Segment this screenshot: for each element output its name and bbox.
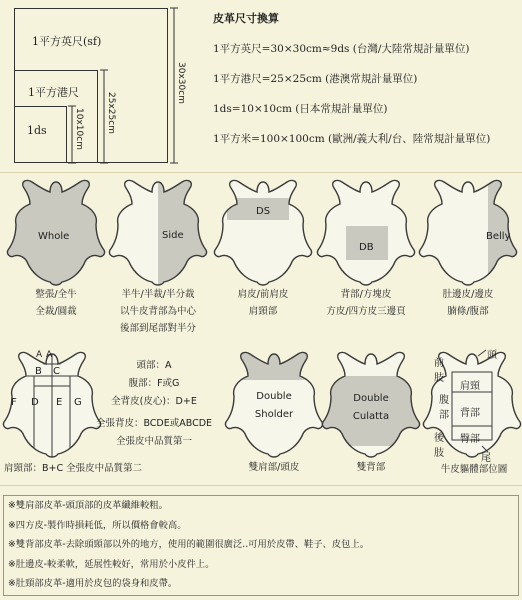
note-5: ※肚頸部皮革-適用於皮包的袋身和皮帶。 (8, 578, 178, 589)
conversion-line-1: 1平方英尺=30×30cm≈9ds (台灣/大陸常規計量單位) (213, 43, 470, 55)
letter-a1: A (36, 350, 43, 360)
label-double-culatta: Double Culatta (352, 393, 390, 422)
letter-e: E (56, 397, 63, 408)
caption-side: 半牛/半裁/半分裁 以牛皮背部為中心 後部到尾部對半分 (119, 289, 196, 334)
caption-double-culatta: 雙背部 (356, 462, 386, 473)
conversion-line-4: 1平方米=100×100cm (歐洲/義大利/台、陸常規計量單位) (213, 133, 491, 145)
conversion-title: 皮革尺寸換算 (213, 12, 279, 25)
anatomy-back: 背部 (460, 408, 480, 419)
anatomy-belly: 腹 部 (439, 395, 449, 421)
label-ds: 1ds (27, 124, 47, 137)
parts-description: 頭部：A 腹部：F或G 全背皮(皮心)：D+E 全張背皮：BCDE或ABCDE 全張皮中品質第一 (95, 360, 213, 447)
letter-b: B (35, 366, 42, 377)
notes-box (3, 495, 519, 596)
note-3: ※雙背部皮革-去除頭頸部以外的地方，使用的範圍很廣泛..可用於皮帶、鞋子、皮包上。 (8, 539, 370, 550)
hide-parts-grid (2, 346, 102, 458)
hide-side (108, 174, 208, 286)
caption-db: 背部/方塊皮 方皮/四方皮三邊頁 (326, 289, 406, 317)
caption-double-shoulder: 雙肩部/頭皮 (248, 462, 300, 473)
caption-ds: 肩皮/前肩皮 肩頸部 (237, 289, 289, 317)
caption-anatomy: 牛皮軀體部位圖 (440, 464, 508, 475)
hide-belly (418, 174, 518, 286)
anatomy-neck: 肩頸 (460, 381, 480, 392)
conversion-line-3: 1ds=10×10cm (日本常規計量單位) (213, 103, 388, 115)
dim-hk: 25x25cm (106, 92, 116, 134)
dimension-lines (0, 0, 200, 170)
hide-ds (213, 174, 313, 286)
hide-whole (6, 174, 106, 286)
label-double-shoulder: Double Sholder (254, 391, 294, 420)
label-whole: Whole (38, 231, 70, 242)
divider-top (0, 172, 522, 173)
letter-c: C (53, 366, 60, 377)
dim-ds: 10x10cm (74, 108, 84, 150)
caption-whole: 整張/全牛 全裁/圓裁 (35, 289, 77, 317)
divider-bottom (0, 485, 522, 486)
anatomy-front-leg: 前 肢 (434, 358, 444, 384)
letter-d: D (31, 397, 39, 408)
dim-sqft: 30x30cm (176, 62, 186, 104)
note-4: ※肚邊皮-較柔軟，延展性較好，常用於小皮件上。 (8, 558, 215, 570)
label-ds: DS (256, 206, 271, 217)
label-db: DB (359, 242, 374, 253)
letter-g: G (74, 397, 82, 408)
label-belly: Belly (486, 231, 511, 242)
anatomy-hind-leg: 後 肢 (434, 433, 444, 459)
letter-a2: A (46, 350, 53, 360)
anatomy-hip: 臀部 (460, 434, 480, 445)
note-2: ※四方皮-製作時損耗低，所以價格會較高。 (8, 519, 187, 531)
conversion-line-2: 1平方港尺=25×25cm (港澳常規計量單位) (213, 73, 418, 85)
note-1: ※雙肩部皮革-頭頂部的皮革纖維較粗。 (8, 500, 168, 511)
label-hk: 1平方港尺 (28, 86, 79, 99)
label-side: Side (162, 230, 184, 241)
caption-neck-part: 肩頸部：B+C 全張皮中品質第二 (4, 463, 143, 474)
caption-belly: 肚邊皮/邊皮 腩條/腹部 (442, 289, 494, 317)
letter-f: F (11, 397, 17, 408)
label-sqft: 1平方英尺(sf) (32, 35, 102, 48)
anatomy-head: 頭 (487, 350, 497, 361)
anatomy-tail: 尾 (481, 453, 491, 464)
hide-db (316, 174, 416, 286)
